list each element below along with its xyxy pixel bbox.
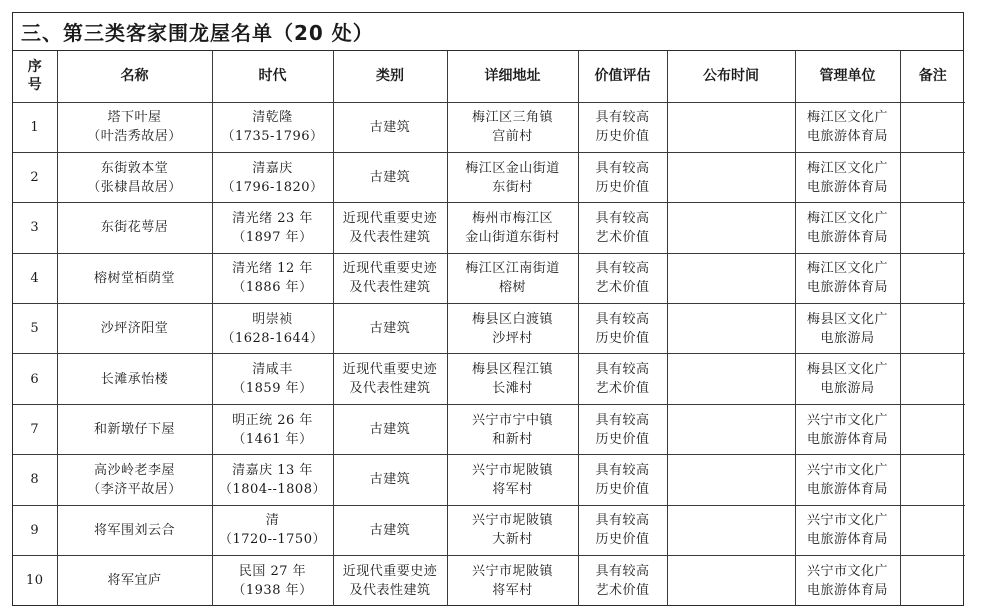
cell-manager-line: 电旅游体育局 [806,280,888,296]
cell-name-line: 沙坪济阳堂 [100,321,169,337]
cell-name [57,556,212,606]
column-header-remark: 备注 [900,51,965,102]
cell-value-line: 艺术价值 [595,582,650,598]
cell-era-line: 清 [265,513,280,529]
cell-value-line: 历史价值 [595,431,650,447]
cell-remark [900,354,965,404]
cell-manager-line: 电旅游体育局 [806,532,888,548]
cell-name-line: 长滩承怡楼 [100,371,169,387]
cell-value-line: 艺术价值 [595,381,650,397]
cell-published [667,404,795,454]
cell-manager-line: 兴宁市文化广 [806,563,888,579]
cell-era [212,455,333,505]
cell-manager-line: 电旅游体育局 [806,129,888,145]
cell-category [333,354,447,404]
cell-index: 2 [13,152,57,202]
column-header-published: 公布时间 [667,51,795,102]
cell-category-line: 及代表性建筑 [349,280,431,296]
cell-address [447,556,578,606]
table-row [13,505,965,555]
cell-address-line: 梅江区三角镇 [471,110,553,126]
cell-category [333,304,447,354]
cell-value [578,152,667,202]
cell-address [447,455,578,505]
cell-value [578,455,667,505]
cell-manager [795,253,900,303]
heritage-table [13,51,965,606]
cell-address-line: 梅州市梅江区 [471,210,553,226]
cell-manager-line: 电旅游局 [820,381,875,397]
cell-index: 8 [13,455,57,505]
cell-value-line: 历史价值 [595,129,650,145]
cell-era-line: 明正统 26 年 [232,412,313,428]
cell-era [212,404,333,454]
cell-manager-line: 梅县区文化广 [806,362,888,378]
cell-address-line: 兴宁市宁中镇 [471,412,553,428]
cell-value [578,102,667,152]
cell-manager-line: 梅江区文化广 [806,261,888,277]
cell-index: 9 [13,505,57,555]
cell-published [667,505,795,555]
cell-published [667,304,795,354]
cell-address-line: 兴宁市坭陂镇 [471,513,553,529]
cell-name [57,102,212,152]
cell-era-line: （1720--1750） [219,532,326,548]
cell-address-line: 沙坪村 [492,330,533,346]
cell-remark [900,253,965,303]
cell-address-line: 和新村 [492,431,533,447]
cell-name [57,455,212,505]
cell-era-line: 民国 27 年 [238,563,307,579]
cell-value-line: 具有较高 [595,160,650,176]
cell-address [447,304,578,354]
cell-remark [900,152,965,202]
cell-value [578,354,667,404]
cell-index: 7 [13,404,57,454]
column-header-manager: 管理单位 [795,51,900,102]
cell-address-line: 东街村 [492,179,533,195]
cell-category-line: 近现代重要史迹 [342,210,438,226]
column-header-name: 名称 [57,51,212,102]
cell-manager [795,354,900,404]
cell-era-line: （1938 年） [232,582,313,598]
cell-remark [900,102,965,152]
column-header-index-line: 序 [27,59,42,76]
cell-manager-line: 兴宁市文化广 [806,412,888,428]
cell-value-line: 历史价值 [595,179,650,195]
cell-category [333,253,447,303]
cell-era-line: （1804--1808） [219,481,326,497]
cell-manager-line: 电旅游体育局 [806,179,888,195]
cell-category-line: 及代表性建筑 [349,582,431,598]
cell-value-line: 艺术价值 [595,280,650,296]
cell-value-line: 历史价值 [595,481,650,497]
cell-category [333,203,447,253]
cell-manager-line: 电旅游体育局 [806,481,888,497]
cell-address [447,102,578,152]
cell-value-line: 具有较高 [595,210,650,226]
cell-remark [900,556,965,606]
cell-value-line: 具有较高 [595,412,650,428]
cell-published [667,253,795,303]
cell-value-line: 艺术价值 [595,229,650,245]
cell-address [447,505,578,555]
cell-remark [900,203,965,253]
table-row [13,203,965,253]
cell-manager-line: 电旅游体育局 [806,229,888,245]
cell-value [578,203,667,253]
cell-category-line: 近现代重要史迹 [342,261,438,277]
cell-era [212,505,333,555]
cell-manager-line: 兴宁市文化广 [806,462,888,478]
cell-address [447,152,578,202]
column-header-index [13,51,57,102]
table-row [13,404,965,454]
section-title: 三、第三类客家围龙屋名单（20 处） [13,13,963,51]
cell-value [578,505,667,555]
cell-era [212,203,333,253]
cell-published [667,354,795,404]
cell-category-line: 古建筑 [369,321,411,337]
cell-manager-line: 梅江区文化广 [806,160,888,176]
cell-category [333,102,447,152]
cell-value-line: 具有较高 [595,261,650,277]
cell-value-line: 历史价值 [595,330,650,346]
cell-name [57,152,212,202]
table-header-row [13,51,965,102]
cell-category [333,505,447,555]
table-row [13,304,965,354]
cell-value [578,304,667,354]
cell-remark [900,304,965,354]
cell-index: 5 [13,304,57,354]
cell-category-line: 近现代重要史迹 [342,563,438,579]
cell-category [333,455,447,505]
cell-address-line: 梅县区程江镇 [471,362,553,378]
table-row [13,455,965,505]
cell-address-line: 兴宁市坭陂镇 [471,462,553,478]
cell-index: 3 [13,203,57,253]
cell-era-line: 清嘉庆 13 年 [232,462,313,478]
cell-value-line: 具有较高 [595,513,650,529]
column-header-address: 详细地址 [447,51,578,102]
cell-name [57,404,212,454]
cell-remark [900,505,965,555]
cell-manager-line: 梅县区文化广 [806,311,888,327]
cell-era-line: （1859 年） [232,381,313,397]
cell-name-line: （叶浩秀故居） [87,129,182,145]
cell-manager-line: 梅江区文化广 [806,110,888,126]
cell-name-line: 将军宜庐 [107,573,162,589]
cell-name-line: 将军围刘云合 [93,522,175,538]
cell-category-line: 古建筑 [369,170,411,186]
cell-value-line: 具有较高 [595,563,650,579]
cell-name [57,253,212,303]
cell-category-line: 古建筑 [369,472,411,488]
cell-address-line: 将军村 [492,481,533,497]
cell-category-line: 古建筑 [369,119,411,135]
cell-category-line: 近现代重要史迹 [342,362,438,378]
cell-address-line: 宫前村 [492,129,533,145]
cell-index: 10 [13,556,57,606]
cell-address [447,404,578,454]
cell-category-line: 古建筑 [369,422,411,438]
cell-manager [795,102,900,152]
cell-category [333,556,447,606]
cell-category [333,404,447,454]
cell-era-line: （1796-1820） [221,179,324,195]
cell-remark [900,455,965,505]
cell-published [667,102,795,152]
cell-manager [795,152,900,202]
cell-published [667,203,795,253]
table-row [13,152,965,202]
cell-remark [900,404,965,454]
cell-name [57,354,212,404]
cell-manager [795,505,900,555]
cell-manager-line: 电旅游体育局 [806,431,888,447]
cell-published [667,556,795,606]
cell-address-line: 长滩村 [492,381,533,397]
cell-category [333,152,447,202]
cell-name-line: 高沙岭老李屋 [93,462,175,478]
cell-address [447,253,578,303]
column-header-index-line: 号 [27,77,42,94]
cell-era-line: 清光绪 23 年 [232,210,313,226]
table-row [13,253,965,303]
cell-address-line: 大新村 [492,532,533,548]
cell-era [212,102,333,152]
cell-name [57,304,212,354]
cell-manager [795,404,900,454]
cell-manager-line: 电旅游体育局 [806,582,888,598]
cell-name-line: 东街敦本堂 [100,160,169,176]
cell-manager-line: 梅江区文化广 [806,210,888,226]
cell-value [578,253,667,303]
cell-category-line: 及代表性建筑 [349,229,431,245]
table-row [13,354,965,404]
column-header-category: 类别 [333,51,447,102]
cell-era-line: （1886 年） [232,280,313,296]
cell-category-line: 古建筑 [369,522,411,538]
cell-index: 4 [13,253,57,303]
table-body [13,102,965,606]
cell-name-line: （张棣昌故居） [87,179,182,195]
cell-era-line: （1628-1644） [221,330,324,346]
cell-era [212,556,333,606]
cell-value-line: 具有较高 [595,462,650,478]
cell-manager-line: 兴宁市文化广 [806,513,888,529]
cell-published [667,152,795,202]
cell-address-line: 梅江区江南街道 [465,261,560,277]
cell-manager-line: 电旅游局 [820,330,875,346]
cell-name [57,505,212,555]
cell-published [667,455,795,505]
cell-name-line: 和新墩仔下屋 [93,422,175,438]
cell-address [447,354,578,404]
cell-address-line: 将军村 [492,582,533,598]
cell-name-line: 东街花萼居 [100,220,169,236]
column-header-value: 价值评估 [578,51,667,102]
cell-era [212,304,333,354]
cell-era [212,354,333,404]
cell-era-line: 明崇祯 [252,311,293,327]
cell-index: 1 [13,102,57,152]
cell-address-line: 金山街道东街村 [465,229,560,245]
cell-name [57,203,212,253]
cell-value-line: 具有较高 [595,362,650,378]
cell-address-line: 梅江区金山街道 [465,160,560,176]
heritage-list-sheet [12,12,964,606]
cell-era [212,253,333,303]
cell-manager [795,556,900,606]
cell-name-line: 榕树堂栢荫堂 [93,270,175,286]
cell-manager [795,455,900,505]
cell-manager [795,203,900,253]
cell-value [578,556,667,606]
cell-category-line: 及代表性建筑 [349,381,431,397]
cell-value-line: 具有较高 [595,311,650,327]
cell-address-line: 兴宁市坭陂镇 [471,563,553,579]
cell-name-line: （李济平故居） [87,481,182,497]
cell-value-line: 历史价值 [595,532,650,548]
cell-era [212,152,333,202]
cell-era-line: 清咸丰 [252,362,293,378]
cell-era-line: 清光绪 12 年 [232,261,313,277]
table-row [13,102,965,152]
table-row [13,556,965,606]
cell-era-line: （1461 年） [232,431,313,447]
cell-manager [795,304,900,354]
cell-value-line: 具有较高 [595,110,650,126]
cell-era-line: （1897 年） [232,229,313,245]
cell-value [578,404,667,454]
column-header-era: 时代 [212,51,333,102]
cell-era-line: （1735-1796） [221,129,324,145]
cell-address-line: 梅县区白渡镇 [471,311,553,327]
cell-name-line: 塔下叶屋 [107,110,162,126]
cell-address-line: 榕树 [498,280,526,296]
cell-era-line: 清乾隆 [252,110,293,126]
cell-address [447,203,578,253]
cell-era-line: 清嘉庆 [252,160,293,176]
cell-index: 6 [13,354,57,404]
